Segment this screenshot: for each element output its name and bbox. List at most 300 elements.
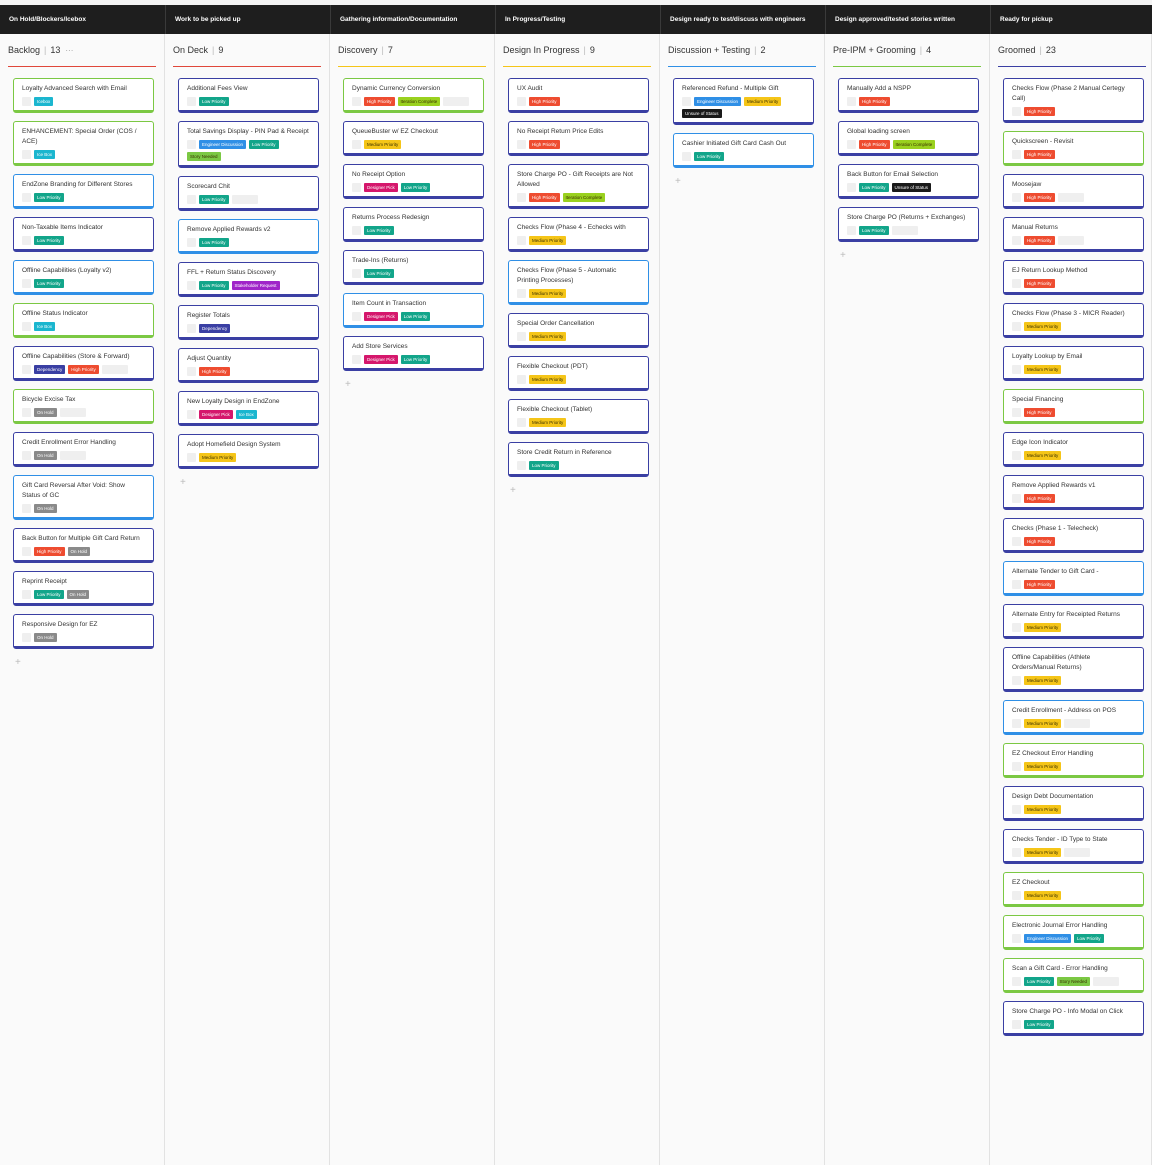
tag-engineer-discussion: Engineer Discussion bbox=[1024, 934, 1071, 943]
card-title: FFL + Return Status Discovery bbox=[187, 269, 276, 276]
card[interactable] bbox=[1003, 743, 1144, 778]
card-tags bbox=[187, 281, 312, 290]
tag-high-priority: High Priority bbox=[199, 367, 230, 376]
tag-high-priority: High Priority bbox=[1024, 150, 1055, 159]
card-title: Scorecard Chit bbox=[187, 183, 230, 190]
card-title: Item Count in Transaction bbox=[352, 300, 427, 307]
card[interactable] bbox=[1003, 174, 1144, 209]
assignee-avatar-icon[interactable] bbox=[1012, 805, 1021, 814]
card-title: Offline Status Indicator bbox=[22, 310, 88, 317]
tag-ice-box: Ice Box bbox=[34, 150, 55, 159]
card[interactable] bbox=[13, 260, 154, 295]
field-placeholder[interactable] bbox=[60, 408, 86, 417]
assignee-avatar-icon[interactable] bbox=[1012, 279, 1021, 288]
column-header[interactable] bbox=[338, 41, 486, 67]
card-tags bbox=[22, 547, 147, 556]
assignee-avatar-icon[interactable] bbox=[352, 355, 361, 364]
assignee-avatar-icon[interactable] bbox=[517, 418, 526, 427]
card[interactable] bbox=[673, 133, 814, 168]
column-count: 7 bbox=[387, 45, 393, 55]
card-title: Offline Capabilities (Athlete Orders/Manual Returns) bbox=[1012, 654, 1091, 671]
assignee-avatar-icon[interactable] bbox=[352, 312, 361, 321]
card[interactable] bbox=[1003, 303, 1144, 338]
card[interactable] bbox=[13, 174, 154, 209]
tag-icebox: Icebox bbox=[34, 97, 53, 106]
assignee-avatar-icon[interactable] bbox=[1012, 676, 1021, 685]
card[interactable] bbox=[13, 389, 154, 424]
tag-high-priority: High Priority bbox=[34, 547, 65, 556]
card-title: Credit Enrollment Error Handling bbox=[22, 439, 116, 446]
tag-designer-pick: Designer Pick bbox=[364, 355, 398, 364]
assignee-avatar-icon[interactable] bbox=[1012, 451, 1021, 460]
card-title: Checks Tender - ID Type to State bbox=[1012, 836, 1108, 843]
card[interactable] bbox=[178, 78, 319, 113]
assignee-avatar-icon[interactable] bbox=[1012, 623, 1021, 632]
assignee-avatar-icon[interactable] bbox=[1012, 322, 1021, 331]
tag-low-priority: Low Priority bbox=[694, 152, 724, 161]
tag-medium-priority: Medium Priority bbox=[529, 375, 566, 384]
card[interactable] bbox=[1003, 561, 1144, 596]
card-title: Offline Capabilities (Loyalty v2) bbox=[22, 267, 112, 274]
card[interactable] bbox=[838, 164, 979, 199]
tag-on-hold: On Hold bbox=[34, 451, 57, 460]
field-placeholder[interactable] bbox=[1064, 848, 1090, 857]
tag-dependency: Dependency bbox=[34, 365, 65, 374]
assignee-avatar-icon[interactable] bbox=[187, 97, 196, 106]
assignee-avatar-icon[interactable] bbox=[187, 410, 196, 419]
stage-label: Gathering information/Documentation bbox=[330, 5, 495, 34]
card[interactable] bbox=[1003, 604, 1144, 639]
assignee-avatar-icon[interactable] bbox=[517, 97, 526, 106]
card-tags bbox=[1012, 537, 1137, 546]
assignee-avatar-icon[interactable] bbox=[187, 324, 196, 333]
assignee-avatar-icon[interactable] bbox=[187, 238, 196, 247]
card[interactable] bbox=[1003, 829, 1144, 864]
tag-high-priority: High Priority bbox=[1024, 107, 1055, 116]
card[interactable] bbox=[1003, 432, 1144, 467]
card[interactable] bbox=[508, 217, 649, 252]
card-tags bbox=[22, 279, 147, 288]
add-card-icon[interactable]: + bbox=[180, 477, 186, 488]
card-title: New Loyalty Design in EndZone bbox=[187, 398, 280, 405]
card-tags bbox=[1012, 193, 1137, 202]
card[interactable] bbox=[178, 121, 319, 168]
assignee-avatar-icon[interactable] bbox=[847, 97, 856, 106]
assignee-avatar-icon[interactable] bbox=[1012, 762, 1021, 771]
card-tags bbox=[187, 195, 312, 204]
card-title: Alternate Tender to Gift Card - bbox=[1012, 568, 1099, 575]
card-title: Loyalty Lookup by Email bbox=[1012, 353, 1083, 360]
card-title: Add Store Services bbox=[352, 343, 408, 350]
card[interactable] bbox=[343, 78, 484, 113]
field-placeholder[interactable] bbox=[1058, 193, 1084, 202]
card[interactable] bbox=[508, 399, 649, 434]
assignee-avatar-icon[interactable] bbox=[517, 140, 526, 149]
assignee-avatar-icon[interactable] bbox=[1012, 494, 1021, 503]
assignee-avatar-icon[interactable] bbox=[682, 152, 691, 161]
card[interactable] bbox=[508, 260, 649, 305]
card[interactable] bbox=[178, 219, 319, 254]
tag-iteration-complete: Iteration Complete bbox=[398, 97, 441, 106]
card-title: Checks Flow (Phase 3 - MICR Reader) bbox=[1012, 310, 1125, 317]
card-tags bbox=[352, 226, 477, 235]
card[interactable] bbox=[1003, 786, 1144, 821]
card[interactable] bbox=[13, 475, 154, 520]
add-card-icon[interactable]: + bbox=[840, 250, 846, 261]
card-tags bbox=[22, 97, 147, 106]
add-card-icon[interactable]: + bbox=[675, 176, 681, 187]
tag-low-priority: Low Priority bbox=[859, 226, 889, 235]
tag-low-priority: Low Priority bbox=[401, 355, 431, 364]
assignee-avatar-icon[interactable] bbox=[22, 504, 31, 513]
tag-high-priority: High Priority bbox=[1024, 537, 1055, 546]
card-tags bbox=[517, 236, 642, 245]
assignee-avatar-icon[interactable] bbox=[187, 140, 196, 149]
card[interactable] bbox=[1003, 475, 1144, 510]
assignee-avatar-icon[interactable] bbox=[187, 281, 196, 290]
card[interactable] bbox=[1003, 958, 1144, 993]
card[interactable] bbox=[1003, 1001, 1144, 1036]
assignee-avatar-icon[interactable] bbox=[352, 226, 361, 235]
tag-on-hold: On Hold bbox=[34, 408, 57, 417]
card-tags bbox=[187, 410, 312, 419]
card[interactable] bbox=[1003, 700, 1144, 735]
column-header[interactable] bbox=[503, 41, 651, 67]
column-separator: | bbox=[919, 45, 923, 55]
column-count: 4 bbox=[926, 45, 932, 55]
card[interactable] bbox=[178, 176, 319, 211]
card[interactable] bbox=[1003, 346, 1144, 381]
card-tags bbox=[352, 140, 477, 149]
assignee-avatar-icon[interactable] bbox=[847, 226, 856, 235]
more-options-icon[interactable]: ··· bbox=[65, 46, 74, 55]
card-tags bbox=[352, 183, 477, 192]
column-count: 9 bbox=[589, 45, 595, 55]
tag-on-hold: On Hold bbox=[67, 590, 90, 599]
card-title: Responsive Design for EZ bbox=[22, 621, 98, 628]
assignee-avatar-icon[interactable] bbox=[1012, 150, 1021, 159]
assignee-avatar-icon[interactable] bbox=[22, 451, 31, 460]
card-title: Remove Applied Rewards v1 bbox=[1012, 482, 1096, 489]
card[interactable] bbox=[343, 293, 484, 328]
card-title: Checks Flow (Phase 2 Manual Certegy Call) bbox=[1012, 85, 1125, 102]
card[interactable] bbox=[508, 356, 649, 391]
card[interactable] bbox=[13, 303, 154, 338]
card-title: Remove Applied Rewards v2 bbox=[187, 226, 271, 233]
assignee-avatar-icon[interactable] bbox=[1012, 537, 1021, 546]
card[interactable] bbox=[13, 121, 154, 166]
tag-high-priority: High Priority bbox=[1024, 408, 1055, 417]
card-tags bbox=[187, 324, 312, 333]
field-placeholder[interactable] bbox=[60, 451, 86, 460]
card-tags bbox=[1012, 365, 1137, 374]
card-title: Store Charge PO - Info Modal on Click bbox=[1012, 1008, 1123, 1015]
card-title: Loyalty Advanced Search with Email bbox=[22, 85, 127, 92]
assignee-avatar-icon[interactable] bbox=[22, 633, 31, 642]
tag-medium-priority: Medium Priority bbox=[1024, 676, 1061, 685]
card-title: Credit Enrollment - Address on POS bbox=[1012, 707, 1117, 714]
stage-label: On Hold/Blockers/Icebox bbox=[9, 16, 86, 23]
card-tags bbox=[1012, 580, 1137, 589]
field-placeholder[interactable] bbox=[1064, 719, 1090, 728]
assignee-avatar-icon[interactable] bbox=[22, 408, 31, 417]
card-title: EZ Checkout Error Handling bbox=[1012, 750, 1094, 757]
tag-iteration-complete: Iteration Complete bbox=[563, 193, 606, 202]
assignee-avatar-icon[interactable] bbox=[517, 289, 526, 298]
column-header[interactable] bbox=[833, 41, 981, 67]
card[interactable] bbox=[178, 305, 319, 340]
card[interactable] bbox=[1003, 647, 1144, 692]
card-tags bbox=[517, 418, 642, 427]
tag-medium-priority: Medium Priority bbox=[1024, 365, 1061, 374]
assignee-avatar-icon[interactable] bbox=[517, 375, 526, 384]
card-tags bbox=[22, 504, 147, 513]
card[interactable] bbox=[13, 571, 154, 606]
card[interactable] bbox=[13, 346, 154, 381]
card-tags bbox=[1012, 279, 1137, 288]
card[interactable] bbox=[13, 528, 154, 563]
card-title: Trade-Ins (Returns) bbox=[352, 257, 409, 264]
assignee-avatar-icon[interactable] bbox=[682, 97, 691, 106]
tag-high-priority: High Priority bbox=[1024, 236, 1055, 245]
column-count: 9 bbox=[218, 45, 224, 55]
tag-medium-priority: Medium Priority bbox=[1024, 848, 1061, 857]
card[interactable] bbox=[13, 78, 154, 113]
card-tags bbox=[187, 367, 312, 376]
card-list bbox=[343, 78, 484, 391]
assignee-avatar-icon[interactable] bbox=[1012, 848, 1021, 857]
column-separator: | bbox=[44, 45, 47, 55]
card-title: Reprint Receipt bbox=[22, 578, 67, 585]
field-placeholder[interactable] bbox=[892, 226, 918, 235]
column-discovery bbox=[330, 34, 495, 1165]
field-placeholder[interactable] bbox=[443, 97, 469, 106]
stage-label: Work to be picked up bbox=[165, 5, 330, 34]
card-tags bbox=[1012, 107, 1137, 116]
column-header[interactable] bbox=[173, 41, 321, 67]
card[interactable] bbox=[1003, 872, 1144, 907]
card[interactable] bbox=[838, 207, 979, 242]
assignee-avatar-icon[interactable] bbox=[22, 193, 31, 202]
add-card-icon[interactable]: + bbox=[345, 379, 351, 390]
stage-label: Design approved/tested stories written bbox=[825, 5, 990, 34]
card-title: Additional Fees View bbox=[187, 85, 248, 92]
card-title: Edge Icon Indicator bbox=[1012, 439, 1069, 446]
assignee-avatar-icon[interactable] bbox=[352, 183, 361, 192]
card[interactable] bbox=[178, 348, 319, 383]
card[interactable] bbox=[178, 391, 319, 426]
assignee-avatar-icon[interactable] bbox=[517, 332, 526, 341]
card-tags bbox=[517, 97, 642, 106]
column-header[interactable] bbox=[668, 41, 816, 67]
tag-ice-box: Ice Box bbox=[34, 322, 55, 331]
tag-high-priority: High Priority bbox=[1024, 279, 1055, 288]
assignee-avatar-icon[interactable] bbox=[517, 461, 526, 470]
card[interactable] bbox=[343, 207, 484, 242]
assignee-avatar-icon[interactable] bbox=[187, 195, 196, 204]
tag-high-priority: High Priority bbox=[859, 97, 890, 106]
card[interactable] bbox=[1003, 131, 1144, 166]
card-tags bbox=[1012, 236, 1137, 245]
card[interactable] bbox=[1003, 217, 1144, 252]
card[interactable] bbox=[508, 78, 649, 113]
column-title: Groomed bbox=[998, 45, 1036, 55]
tag-medium-priority: Medium Priority bbox=[1024, 322, 1061, 331]
card-title: Manual Returns bbox=[1012, 224, 1058, 231]
tag-low-priority: Low Priority bbox=[1024, 977, 1054, 986]
assignee-avatar-icon[interactable] bbox=[22, 236, 31, 245]
field-placeholder[interactable] bbox=[232, 195, 258, 204]
card[interactable] bbox=[838, 121, 979, 156]
tag-low-priority: Low Priority bbox=[401, 183, 431, 192]
card[interactable] bbox=[1003, 518, 1144, 553]
assignee-avatar-icon[interactable] bbox=[1012, 107, 1021, 116]
card[interactable] bbox=[1003, 915, 1144, 950]
tag-high-priority: High Priority bbox=[1024, 580, 1055, 589]
card[interactable] bbox=[673, 78, 814, 125]
tag-medium-priority: Medium Priority bbox=[364, 140, 401, 149]
field-placeholder[interactable] bbox=[102, 365, 128, 374]
tag-medium-priority: Medium Priority bbox=[1024, 891, 1061, 900]
card[interactable] bbox=[1003, 78, 1144, 123]
card-title: Checks Flow (Phase 5 - Automatic Printing Processes) bbox=[517, 267, 617, 284]
card-title: Offline Capabilities (Store & Forward) bbox=[22, 353, 130, 360]
card-title: Flexible Checkout (PDT) bbox=[517, 363, 588, 370]
card[interactable] bbox=[1003, 260, 1144, 295]
card-tags bbox=[1012, 494, 1137, 503]
card[interactable] bbox=[178, 262, 319, 297]
tag-dependency: Dependency bbox=[199, 324, 230, 333]
assignee-avatar-icon[interactable] bbox=[1012, 408, 1021, 417]
tag-on-hold: On Hold bbox=[34, 633, 57, 642]
assignee-avatar-icon[interactable] bbox=[1012, 365, 1021, 374]
assignee-avatar-icon[interactable] bbox=[847, 183, 856, 192]
assignee-avatar-icon[interactable] bbox=[22, 547, 31, 556]
card-title: EJ Return Lookup Method bbox=[1012, 267, 1088, 274]
card[interactable] bbox=[508, 121, 649, 156]
card-title: Dynamic Currency Conversion bbox=[352, 85, 441, 92]
assignee-avatar-icon[interactable] bbox=[187, 453, 196, 462]
card-tags bbox=[22, 236, 147, 245]
assignee-avatar-icon[interactable] bbox=[22, 590, 31, 599]
tag-iteration-complete: Iteration Complete bbox=[893, 140, 936, 149]
card-tags bbox=[352, 269, 477, 278]
column-title: On Deck bbox=[173, 45, 209, 55]
card-title: UX Audit bbox=[517, 85, 543, 92]
assignee-avatar-icon[interactable] bbox=[187, 367, 196, 376]
card[interactable] bbox=[343, 250, 484, 285]
card-tags bbox=[517, 193, 642, 202]
card[interactable] bbox=[13, 432, 154, 467]
card-tags bbox=[187, 238, 312, 247]
card-tags bbox=[847, 183, 972, 192]
field-placeholder[interactable] bbox=[1058, 236, 1084, 245]
card[interactable] bbox=[508, 313, 649, 348]
column-header[interactable] bbox=[8, 41, 156, 67]
assignee-avatar-icon[interactable] bbox=[22, 322, 31, 331]
column-count: 23 bbox=[1045, 45, 1056, 55]
assignee-avatar-icon[interactable] bbox=[847, 140, 856, 149]
assignee-avatar-icon[interactable] bbox=[1012, 891, 1021, 900]
tag-low-priority: Low Priority bbox=[1024, 1020, 1054, 1029]
stage-label: Design ready to test/discuss with engineers bbox=[660, 5, 825, 34]
card-title: Quickscreen - Revisit bbox=[1012, 138, 1074, 145]
assignee-avatar-icon[interactable] bbox=[352, 97, 361, 106]
tag-ice-box: Ice Box bbox=[236, 410, 257, 419]
column-count: 2 bbox=[760, 45, 766, 55]
card[interactable] bbox=[1003, 389, 1144, 424]
card-tags bbox=[352, 355, 477, 364]
card[interactable] bbox=[13, 217, 154, 252]
assignee-avatar-icon[interactable] bbox=[1012, 934, 1021, 943]
tag-story-needed: Story Needed bbox=[1057, 977, 1091, 986]
column-title: Pre-IPM + Grooming bbox=[833, 45, 916, 55]
card-tags bbox=[22, 451, 147, 460]
tag-stakeholder-request: Stakeholder Request bbox=[232, 281, 280, 290]
card[interactable] bbox=[13, 614, 154, 649]
card-tags bbox=[1012, 150, 1137, 159]
add-card-icon[interactable]: + bbox=[510, 485, 516, 496]
field-placeholder[interactable] bbox=[1093, 977, 1119, 986]
card-tags bbox=[517, 289, 642, 298]
stage-label: Ready for pickup bbox=[990, 5, 1152, 34]
card[interactable] bbox=[838, 78, 979, 113]
add-card-icon[interactable]: + bbox=[15, 657, 21, 668]
tag-high-priority: High Priority bbox=[859, 140, 890, 149]
card-list bbox=[673, 78, 814, 188]
tag-designer-pick: Designer Pick bbox=[199, 410, 233, 419]
column-header[interactable] bbox=[998, 41, 1146, 67]
tag-on-hold: On Hold bbox=[34, 504, 57, 513]
card-tags bbox=[1012, 934, 1137, 943]
column-separator: | bbox=[583, 45, 586, 55]
card[interactable] bbox=[343, 336, 484, 371]
card-tags bbox=[1012, 451, 1137, 460]
assignee-avatar-icon[interactable] bbox=[1012, 719, 1021, 728]
assignee-avatar-icon[interactable] bbox=[1012, 977, 1021, 986]
assignee-avatar-icon[interactable] bbox=[1012, 193, 1021, 202]
card[interactable] bbox=[343, 121, 484, 156]
column-groomed bbox=[990, 34, 1152, 1165]
card[interactable] bbox=[508, 164, 649, 209]
assignee-avatar-icon[interactable] bbox=[517, 193, 526, 202]
tag-low-priority: Low Priority bbox=[529, 461, 559, 470]
card[interactable] bbox=[508, 442, 649, 477]
assignee-avatar-icon[interactable] bbox=[22, 150, 31, 159]
card[interactable] bbox=[343, 164, 484, 199]
card[interactable] bbox=[178, 434, 319, 469]
card-tags bbox=[1012, 891, 1137, 900]
card-title: EZ Checkout bbox=[1012, 879, 1050, 886]
assignee-avatar-icon[interactable] bbox=[352, 140, 361, 149]
assignee-avatar-icon[interactable] bbox=[22, 279, 31, 288]
tag-high-priority: High Priority bbox=[364, 97, 395, 106]
card-tags bbox=[187, 140, 312, 161]
assignee-avatar-icon[interactable] bbox=[1012, 236, 1021, 245]
assignee-avatar-icon[interactable] bbox=[1012, 1020, 1021, 1029]
assignee-avatar-icon[interactable] bbox=[517, 236, 526, 245]
assignee-avatar-icon[interactable] bbox=[1012, 580, 1021, 589]
stage-header-bar bbox=[0, 5, 1152, 34]
assignee-avatar-icon[interactable] bbox=[22, 365, 31, 374]
tag-low-priority: Low Priority bbox=[364, 226, 394, 235]
assignee-avatar-icon[interactable] bbox=[352, 269, 361, 278]
tag-engineer-discussion: Engineer Discussion bbox=[199, 140, 246, 149]
assignee-avatar-icon[interactable] bbox=[22, 97, 31, 106]
column-pre-ipm-grooming bbox=[825, 34, 990, 1165]
card-title: Global loading screen bbox=[847, 128, 910, 135]
column-title: Backlog bbox=[8, 45, 41, 55]
